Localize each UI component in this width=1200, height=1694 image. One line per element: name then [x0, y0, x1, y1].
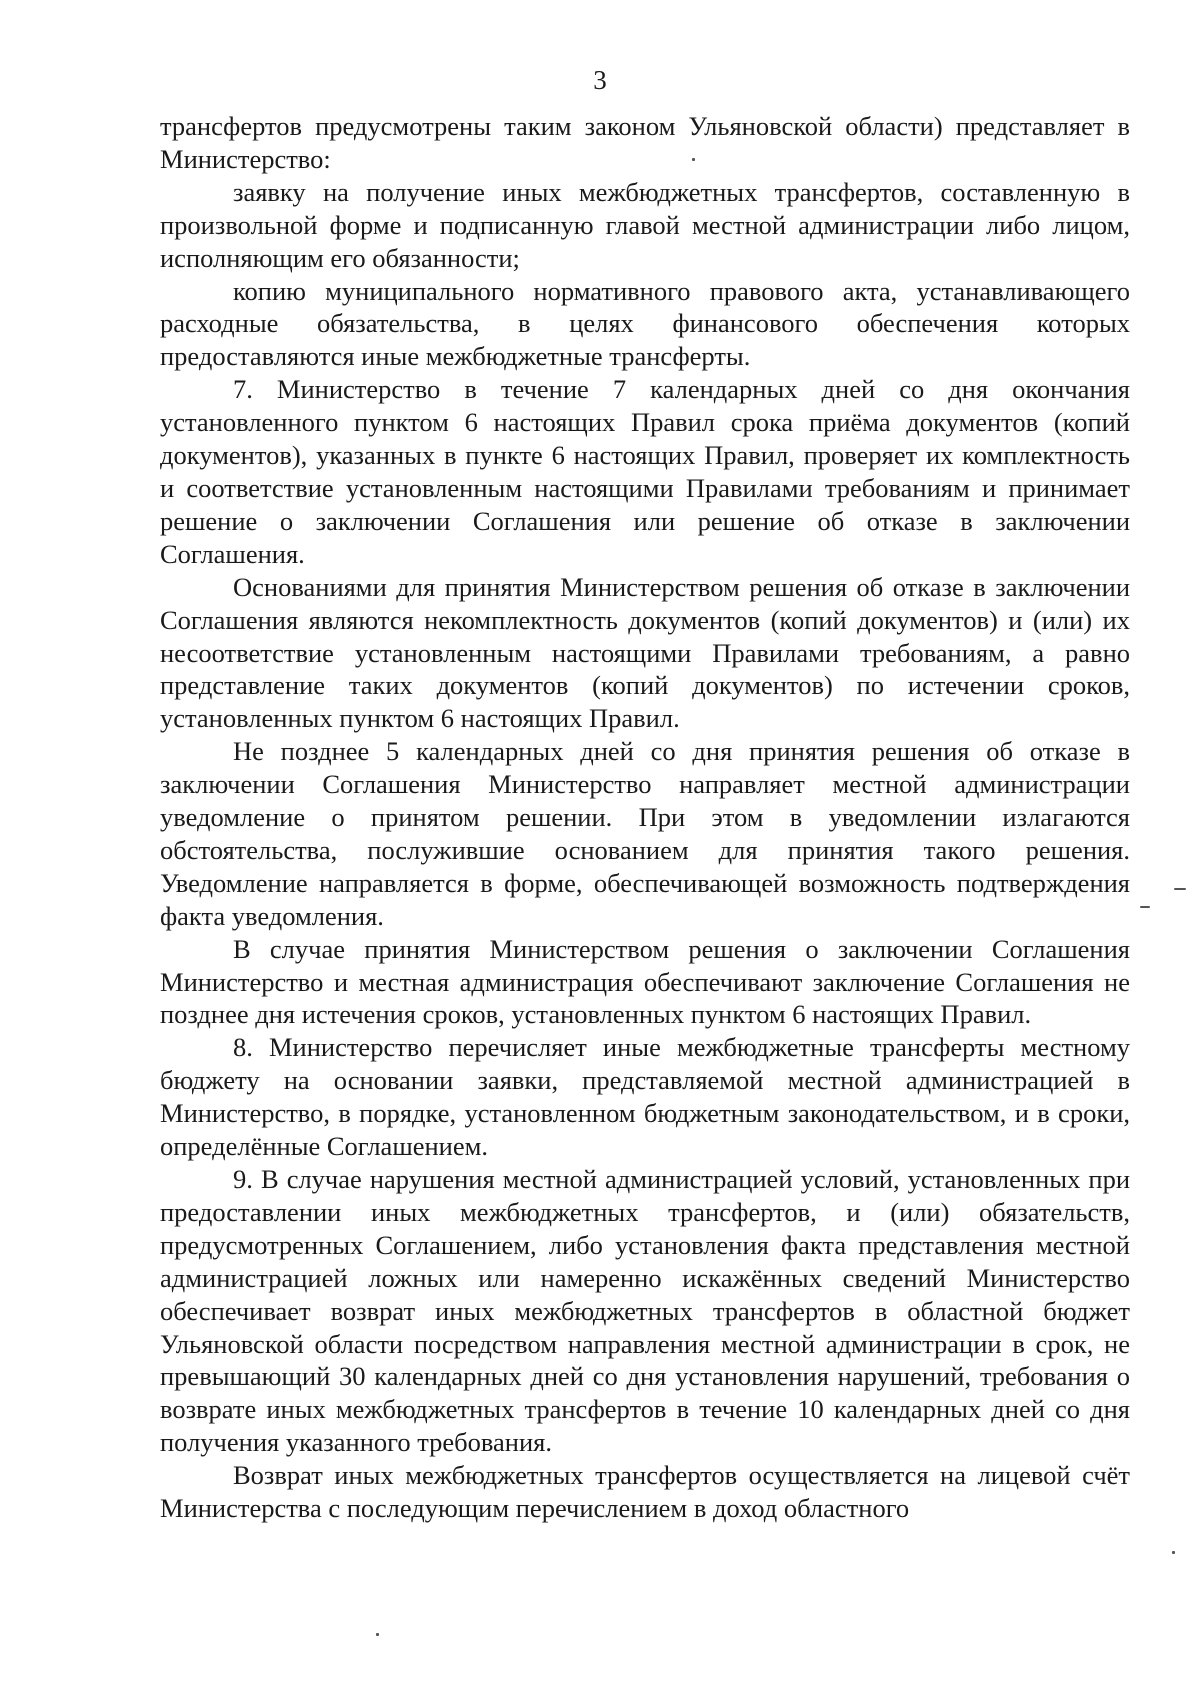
paragraph-act-copy: копию муниципального нормативного правового акта, устанавливающего расходные обязательства, в целях финансового обеспечения которых предоставляются иные межбюджетные трансферты. — [160, 275, 1130, 372]
paragraph-continuation: трансфертов предусмотрены таким законом Ульяновской области) представляет в Министерство: — [160, 111, 1130, 174]
paragraph-refusal-grounds: Основаниями для принятия Министерством решения об отказе в заключении Соглашения являются некомплектность документов (копий документов) и (или) их несоответствие установленным настоящими Правилами требованиям, а равно представление таких документов (копий документов) по истечении сроков, установленных пунктом 6 настоящих Правил. — [160, 571, 1130, 734]
paragraph-item-7: 7. Министерство в течение 7 календарных дней со дня окончания установленного пунктом 6 настоящих Правил срока приёма документов (копий документов), указанных в пункте 6 настоящих Правил, проверяет их комплектность и соответствие установленным настоящими Правилами требованиям и принимает решение о заключении Соглашения или решение об отказе в заключении Соглашения. — [160, 374, 1130, 569]
scan-speck — [376, 1633, 379, 1636]
scan-speck — [1174, 888, 1186, 890]
page-number: 3 — [593, 65, 607, 95]
paragraph-agreement-conclusion: В случае принятия Министерством решения о заключении Соглашения Министерство и местная администрация обеспечивают заключение Соглашения не позднее дня истечения сроков, установленных пунктом 6 настоящих Правил. — [160, 933, 1130, 1030]
paragraph-item-9: 9. В случае нарушения местной администрацией условий, установленных при предоставлении иных межбюджетных трансфертов, и (или) обязательств, предусмотренных Соглашением, либо установления факта представления местной администрацией ложных или намеренно искажённых сведений Министерство обеспечивает возврат иных межбюджетных трансфертов в областной бюджет Ульяновской области посредством направления местной администрации в срок, не превышающий 30 календарных дней со дня установления нарушений, требования о возврате иных межбюджетных трансфертов в течение 10 календарных дней со дня получения указанного требования. — [160, 1164, 1130, 1458]
document-body — [160, 110, 1130, 1525]
scan-speck — [1172, 1551, 1175, 1554]
paragraph-application: заявку на получение иных межбюджетных трансфертов, составленную в произвольной форме и подписанную главой местной администрации либо лицом, исполняющим его обязанности; — [160, 176, 1130, 273]
scan-speck — [1140, 906, 1150, 908]
scan-speck — [692, 158, 695, 161]
paragraph-item-8: 8. Министерство перечисляет иные межбюджетные трансферты местному бюджету на основании заявки, представляемой местной администрацией в Министерство, в порядке, установленном бюджетным законодательством, и в сроки, определённые Соглашением. — [160, 1032, 1130, 1162]
paragraph-refund: Возврат иных межбюджетных трансфертов осуществляется на лицевой счёт Министерства с последующим перечислением в доход областного — [160, 1460, 1130, 1524]
paragraph-refusal-notice: Не позднее 5 календарных дней со дня принятия решения об отказе в заключении Соглашения Министерство направляет местной администрации уведомление о принятом решении. При этом в уведомлении излагаются обстоятельства, послужившие основанием для принятия такого решения. Уведомление направляется в форме, обеспечивающей возможность подтверждения факта уведомления. — [160, 736, 1130, 931]
